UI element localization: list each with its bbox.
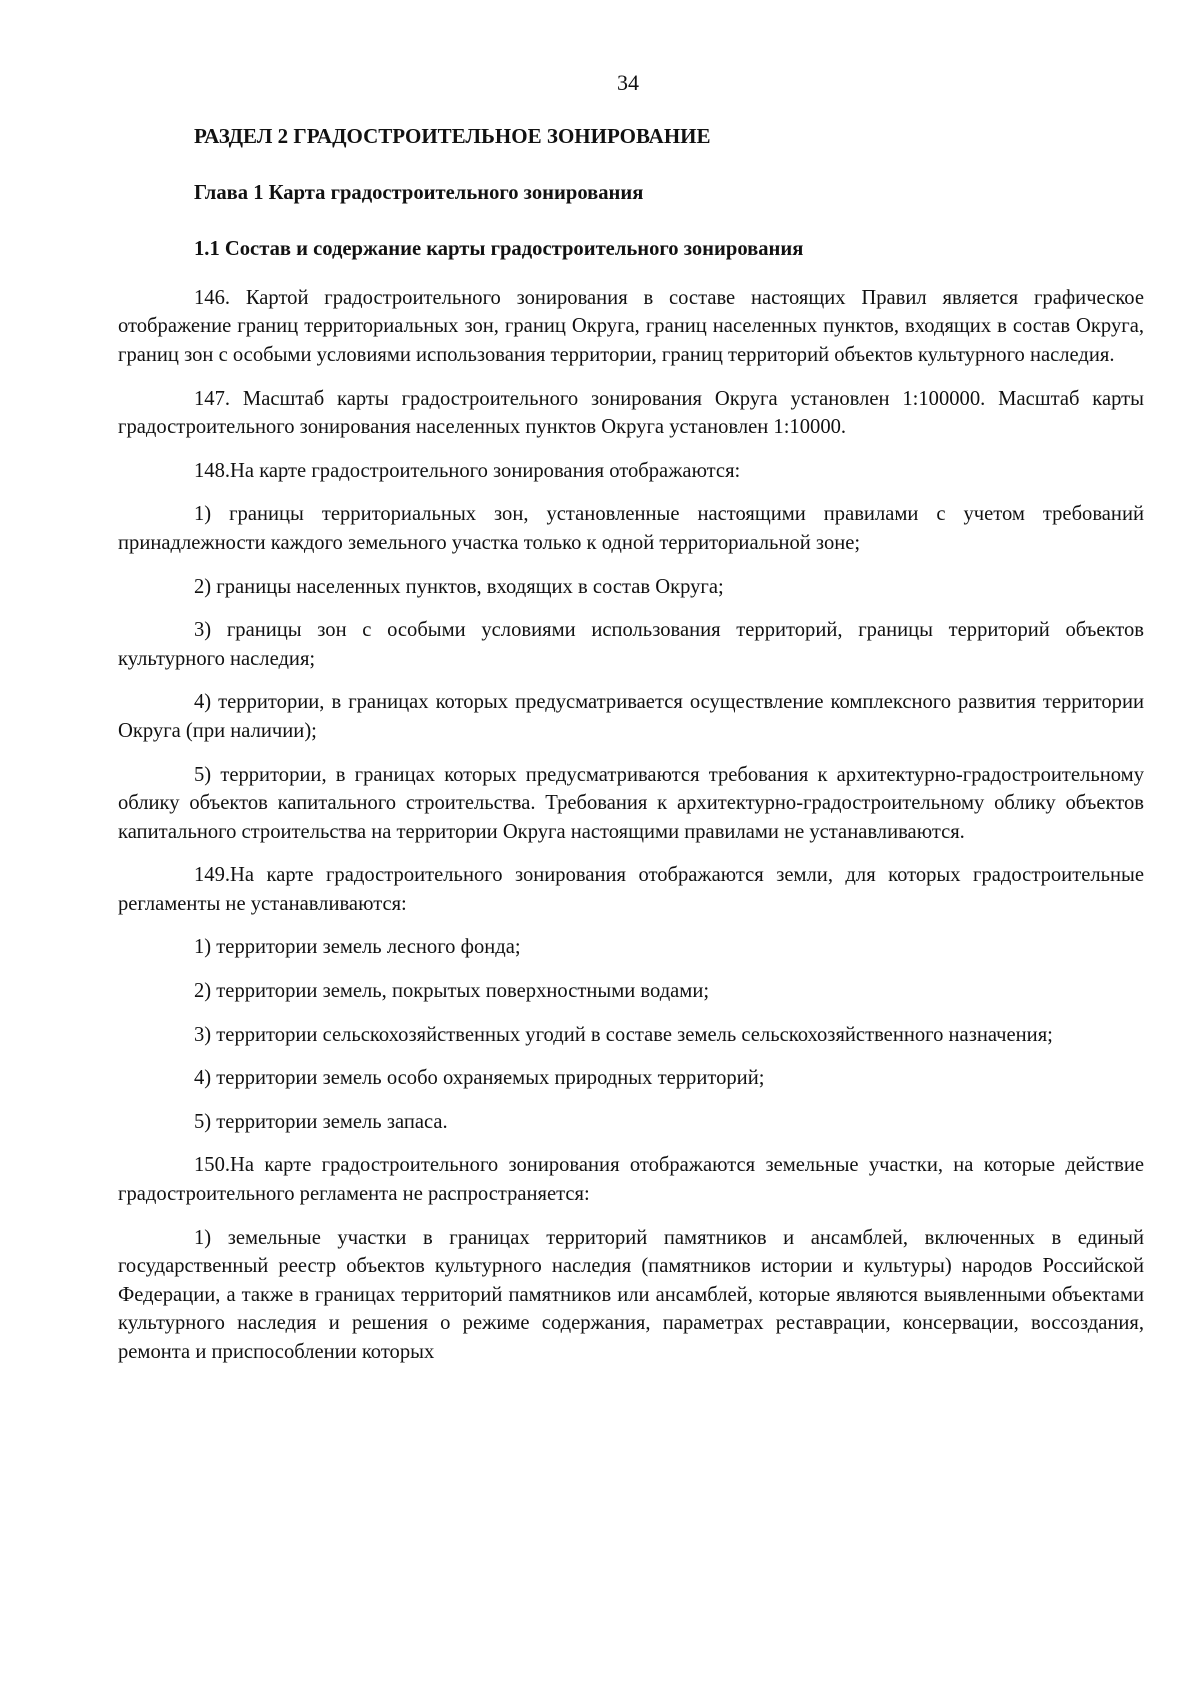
list-item-148-3: 3) границы зон с особыми условиями использования территорий, границы территорий объектов культурного наследия; bbox=[118, 619, 1144, 670]
list-item-150-1: 1) земельные участки в границах территорий памятников и ансамблей, включенных в единый государственный реестр объектов культурного наследия (памятников истории и культуры) народов Российской Федерации, а также в границах территорий памятников или ансамблей, которые являются выявленными объектами культурного наследия и решения о режиме содержания, параметрах реставрации, консервации, воссоздания, ремонта и приспособлении которых bbox=[118, 1226, 1144, 1363]
list-item-148-5: 5) территории, в границах которых предусматриваются требования к архитектурно-градостроительному облику объектов капитального строительства. Требования к архитектурно-градостроительному облику объектов капитального строительства на территории Округа настоящими правилами не устанавливаются. bbox=[118, 763, 1144, 843]
paragraph-146: 146. Картой градостроительного зонирования в составе настоящих Правил является графическое отображение границ территориальных зон, границ Округа, границ населенных пунктов, входящих в состав Округа, границ зон с особыми условиями использования территории, границ территорий объектов культурного наследия. bbox=[118, 286, 1144, 366]
section-heading: РАЗДЕЛ 2 ГРАДОСТРОИТЕЛЬНОЕ ЗОНИРОВАНИЕ bbox=[194, 124, 711, 148]
chapter-heading: Глава 1 Карта градостроительного зонирования bbox=[194, 181, 644, 204]
paragraph-148: 148.На карте градостроительного зонирования отображаются: bbox=[194, 459, 741, 482]
document-body bbox=[118, 122, 1144, 1367]
list-item-148-2: 2) границы населенных пунктов, входящих в состав Округа; bbox=[194, 575, 724, 598]
paragraph-150: 150.На карте градостроительного зонирования отображаются земельные участки, на которые действие градостроительного регламента не распространяется: bbox=[118, 1154, 1144, 1206]
paragraph-149: 149.На карте градостроительного зонирования отображаются земли, для которых градостроительные регламенты не устанавливаются: bbox=[118, 864, 1144, 915]
list-item-149-1: 1) территории земель лесного фонда; bbox=[194, 936, 521, 959]
list-item-148-4: 4) территории, в границах которых предусматривается осуществление комплексного развития территории Округа (при наличии); bbox=[118, 691, 1144, 742]
list-item-149-2: 2) территории земель, покрытых поверхностными водами; bbox=[194, 980, 710, 1003]
page-number: 34 bbox=[617, 70, 639, 95]
list-item-149-4: 4) территории земель особо охраняемых природных территорий; bbox=[194, 1067, 765, 1090]
list-item-149-3: 3) территории сельскохозяйственных угодий в составе земель сельскохозяйственного назначения; bbox=[194, 1023, 1053, 1046]
list-item-149-5: 5) территории земель запаса. bbox=[194, 1110, 448, 1133]
subsection-heading: 1.1 Состав и содержание карты градостроительного зонирования bbox=[194, 238, 804, 261]
paragraph-147: 147. Масштаб карты градостроительного зонирования Округа установлен 1:100000. Масштаб карты градостроительного зонирования населенных пунктов Округа установлен 1:10000. bbox=[118, 387, 1144, 439]
list-item-148-1: 1) границы территориальных зон, установленные настоящими правилами с учетом требований принадлежности каждого земельного участка только к одной территориальной зоне; bbox=[118, 503, 1144, 554]
